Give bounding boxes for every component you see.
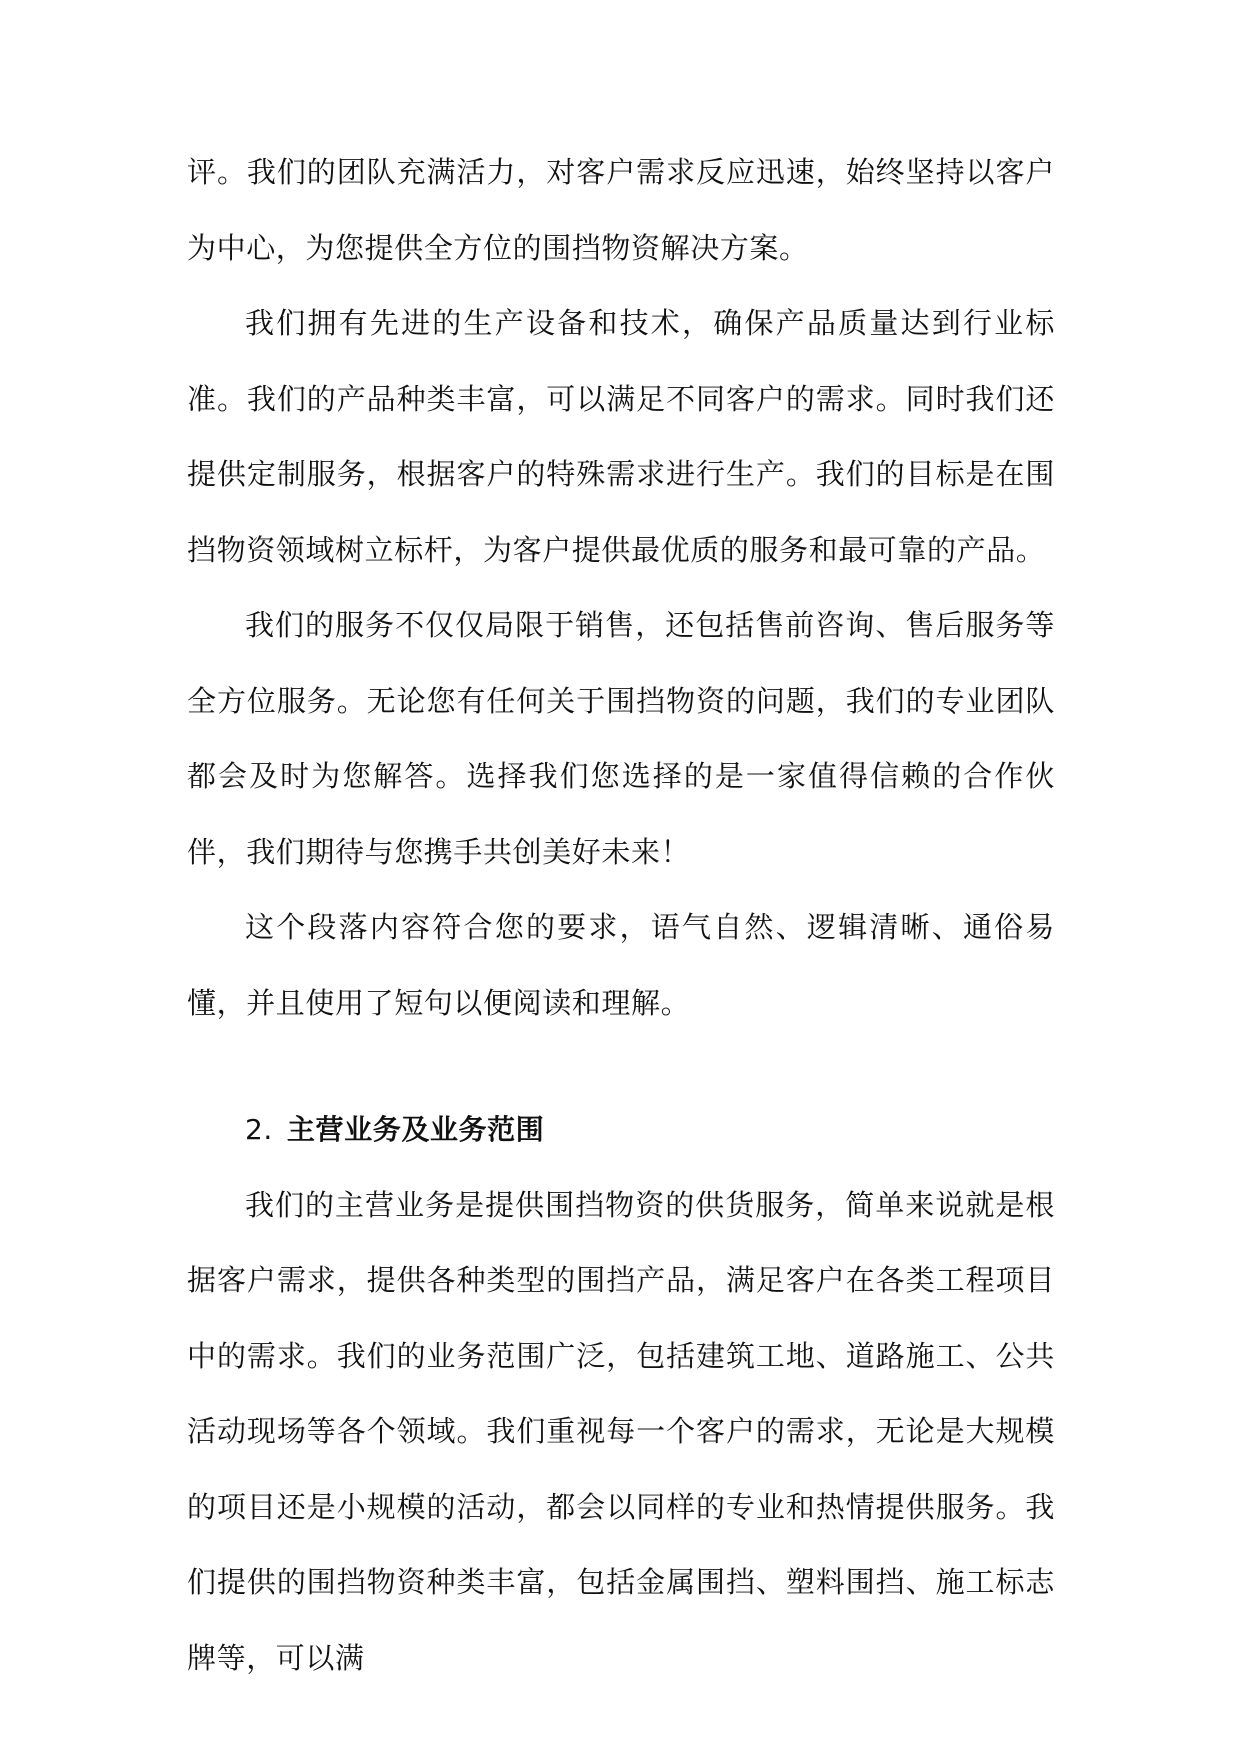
section-title: 主营业务及业务范围 xyxy=(286,1113,545,1146)
section-number: 2. xyxy=(245,1113,273,1146)
paragraph-service-scope: 我们的服务不仅仅局限于销售，还包括售前咨询、售后服务等全方位服务。无论您有任何关于围挡物资的问题，我们的专业团队都会及时为您解答。选择我们您选择的是一家值得信赖的合作伙伴，我们期待与您携手共创美好未来！ xyxy=(187,608,1055,869)
section-heading xyxy=(187,1092,1055,1168)
paragraph-main-business: 我们的主营业务是提供围挡物资的供货服务，简单来说就是根据客户需求，提供各种类型的围挡产品，满足客户在各类工程项目中的需求。我们的业务范围广泛，包括建筑工地、道路施工、公共活动现场等各个领域。我们重视每一个客户的需求，无论是大规模的项目还是小规模的活动，都会以同样的专业和热情提供服务。我们提供的围挡物资种类丰富，包括金属围挡、塑料围挡、施工标志牌等，可以满 xyxy=(187,1187,1055,1675)
paragraph-production-equipment: 我们拥有先进的生产设备和技术，确保产品质量达到行业标准。我们的产品种类丰富，可以满足不同客户的需求。同时我们还提供定制服务，根据客户的特殊需求进行生产。我们的目标是在围挡物资领域树立标杆，为客户提供最优质的服务和最可靠的产品。 xyxy=(187,306,1055,567)
document-body xyxy=(187,135,1055,1696)
paragraph-summary-note: 这个段落内容符合您的要求，语气自然、逻辑清晰、通俗易懂，并且使用了短句以便阅读和理解。 xyxy=(187,910,1055,1020)
paragraph-continuation: 评。我们的团队充满活力，对客户需求反应迅速，始终坚持以客户为中心，为您提供全方位的围挡物资解决方案。 xyxy=(187,155,1055,265)
